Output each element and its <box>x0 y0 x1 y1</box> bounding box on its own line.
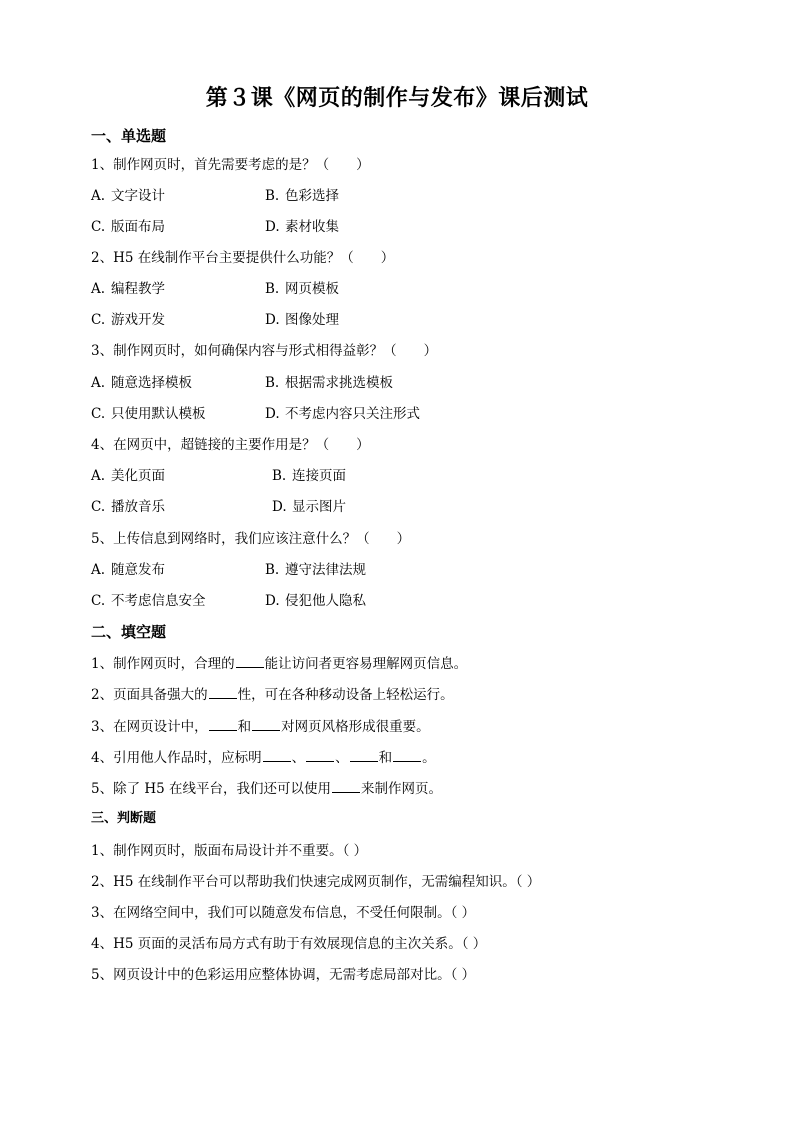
option-row <box>91 497 691 517</box>
option-d: D. 不考虑内容只关注形式 <box>265 406 420 422</box>
answer-blank[interactable] <box>236 653 264 668</box>
option-row <box>91 591 691 611</box>
answer-blank[interactable] <box>306 747 334 762</box>
section-heading-single-choice: 一、单选题 <box>91 127 167 145</box>
answer-blank[interactable] <box>209 684 237 699</box>
option-b: B. 网页模板 <box>265 281 339 297</box>
option-b: B. 色彩选择 <box>265 188 339 204</box>
fill-question: 2、页面具备强大的 性，可在各种移动设备上轻松运行。 <box>91 684 454 705</box>
option-a: A. 随意选择模板 <box>91 375 192 391</box>
option-b: B. 遵守法律法规 <box>265 562 366 578</box>
option-row <box>91 404 691 424</box>
judge-question: 4、H5 页面的灵活布局方式有助于有效展现信息的主次关系。（ ） <box>91 936 487 952</box>
question-stem: 1、制作网页时，首先需要考虑的是？（ ） <box>91 157 370 173</box>
option-d: D. 显示图片 <box>272 499 346 515</box>
judge-question: 2、H5 在线制作平台可以帮助我们快速完成网页制作，无需编程知识。（ ） <box>91 874 541 890</box>
section-heading-true-false: 三、判断题 <box>91 811 157 826</box>
option-c: C. 版面布局 <box>91 219 165 235</box>
option-row <box>91 217 691 237</box>
option-row <box>91 186 691 206</box>
question-stem: 2、H5 在线制作平台主要提供什么功能？（ ） <box>91 250 395 266</box>
answer-blank[interactable] <box>209 716 237 731</box>
page-title: 第３课《网页的制作与发布》课后测试 <box>205 85 589 111</box>
judge-question: 1、制作网页时，版面布局设计并不重要。（ ） <box>91 843 368 859</box>
fill-question: 1、制作网页时，合理的 能让访问者更容易理解网页信息。 <box>91 653 467 674</box>
option-b: B. 连接页面 <box>272 468 346 484</box>
answer-blank[interactable] <box>350 747 378 762</box>
option-c: C. 不考虑信息安全 <box>91 593 206 609</box>
option-d: D. 素材收集 <box>265 219 339 235</box>
option-row <box>91 560 691 580</box>
fill-question: 4、引用他人作品时，应标明 、 、 和 。 <box>91 747 436 768</box>
option-b: B. 根据需求挑选模板 <box>265 375 393 391</box>
option-a: A. 文字设计 <box>91 188 165 204</box>
section-heading-fill-blank: 二、填空题 <box>91 623 167 641</box>
question-stem: 4、在网页中，超链接的主要作用是？（ ） <box>91 437 370 453</box>
question-stem: 3、制作网页时，如何确保内容与形式相得益彰？（ ） <box>91 343 438 359</box>
answer-blank[interactable] <box>332 778 360 793</box>
option-c: C. 游戏开发 <box>91 312 165 328</box>
judge-question: 3、在网络空间中，我们可以随意发布信息，不受任何限制。（ ） <box>91 905 476 921</box>
option-d: D. 侵犯他人隐私 <box>265 593 366 609</box>
answer-blank[interactable] <box>263 747 291 762</box>
option-a: A. 编程教学 <box>91 281 165 297</box>
fill-question: 3、在网页设计中， 和 对网页风格形成很重要。 <box>91 716 430 737</box>
option-d: D. 图像处理 <box>265 312 339 328</box>
fill-question: 5、除了 H5 在线平台，我们还可以使用 来制作网页。 <box>91 778 442 799</box>
option-row <box>91 373 691 393</box>
option-row <box>91 310 691 330</box>
option-row <box>91 466 691 486</box>
question-stem: 5、上传信息到网络时，我们应该注意什么？（ ） <box>91 531 411 547</box>
answer-blank[interactable] <box>252 716 280 731</box>
judge-question: 5、网页设计中的色彩运用应整体协调，无需考虑局部对比。（ ） <box>91 967 476 983</box>
option-c: C. 只使用默认模板 <box>91 406 206 422</box>
option-a: A. 随意发布 <box>91 562 165 578</box>
answer-blank[interactable] <box>393 747 421 762</box>
option-a: A. 美化页面 <box>91 468 165 484</box>
option-c: C. 播放音乐 <box>91 499 165 515</box>
option-row <box>91 279 691 299</box>
